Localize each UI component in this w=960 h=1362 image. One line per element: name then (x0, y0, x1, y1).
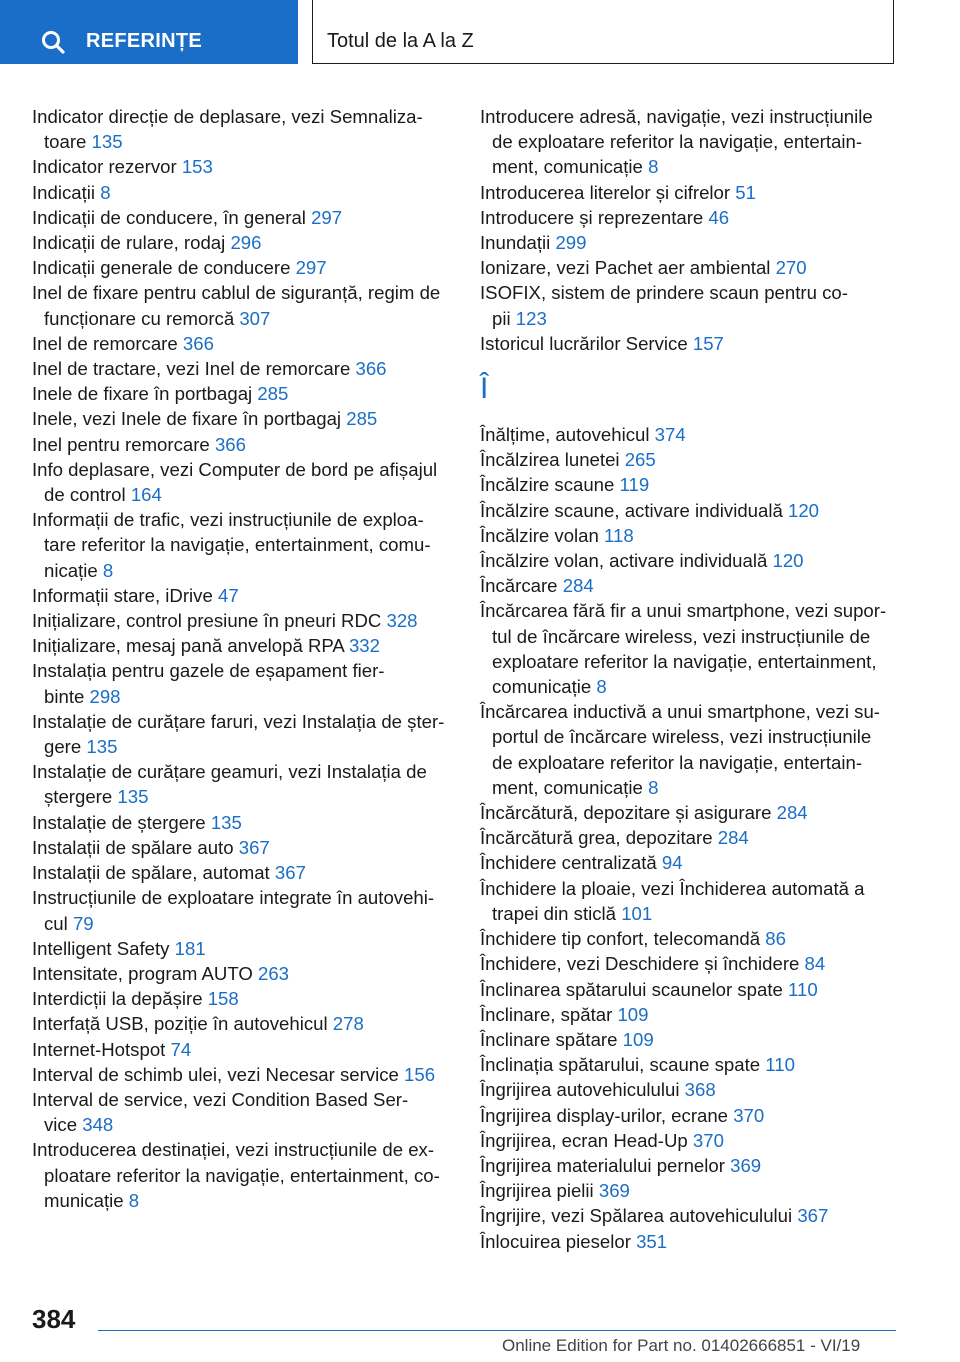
page-reference-link[interactable]: 374 (654, 424, 686, 446)
index-entry-text: Înclinarea spătarului scaunelor spate (480, 978, 789, 1000)
page-reference-link[interactable]: 285 (257, 383, 289, 405)
index-entry-line (32, 812, 242, 833)
index-entry-text: ment, comunicație (492, 156, 649, 178)
index-entry-text: Închidere centralizată (480, 852, 662, 874)
index-entry-text: exploatare referitor la navigație, entertainment, (492, 650, 877, 672)
index-entry (480, 422, 900, 447)
index-entry-line (32, 585, 239, 606)
index-entry (32, 608, 452, 633)
index-entry-text: nicație (44, 559, 103, 581)
page-reference-link[interactable]: 8 (128, 1189, 140, 1211)
page-reference-link[interactable]: 46 (708, 206, 730, 228)
index-entry-text: Încărcarea inductivă a unui smartphone, vezi su- (480, 701, 880, 723)
page-reference-link[interactable]: 156 (404, 1063, 436, 1085)
index-entry (32, 986, 452, 1011)
index-entry-text: gere (44, 736, 87, 758)
page-reference-link[interactable]: 8 (648, 776, 659, 798)
index-entry-text: Îngrijirea autovehiculului (480, 1079, 685, 1101)
page-reference-link[interactable]: 135 (91, 131, 123, 153)
index-entry (32, 1037, 452, 1062)
index-column-right (480, 104, 900, 1254)
index-entry (32, 280, 452, 330)
page-number: 384 (32, 1304, 76, 1334)
index-entry-line (32, 1039, 191, 1060)
index-entry-text: Interfață USB, poziție în autovehicul (32, 1013, 333, 1035)
index-entry-line (480, 1079, 716, 1100)
index-entry-text: binte (44, 685, 90, 707)
index-entry-line (32, 784, 452, 809)
index-entry-text: Încălzire scaune, activare individuală (480, 499, 788, 521)
index-entry-line (32, 408, 377, 429)
page-reference-link[interactable]: 74 (170, 1038, 192, 1060)
index-entry-text: vice (44, 1114, 83, 1136)
index-entry-text: Încărcătură, depozitare și asigurare (480, 802, 777, 824)
index-entry-text: Indicator rezervor (32, 156, 182, 178)
page-reference-link[interactable]: 348 (82, 1114, 114, 1136)
index-entry-text: Instrucțiunile de exploatare integrate în autovehi- (32, 887, 435, 909)
index-entry-text: Instalație de curățare faruri, vezi Instalația de șter- (32, 710, 445, 732)
index-entry-text: Încălzire volan (480, 524, 605, 546)
index-entry-line (32, 129, 452, 154)
index-entry-text: Ionizare, vezi Pachet aer ambiental (480, 257, 776, 279)
index-entry-line (32, 333, 214, 354)
index-entry (32, 457, 452, 507)
index-entry-line (480, 306, 900, 331)
index-entry-text: Încărcarea fără fir a unui smartphone, vezi supor- (480, 600, 887, 622)
page-reference-link[interactable]: 369 (598, 1180, 630, 1202)
index-entry-line (32, 156, 213, 177)
index-entry (480, 1128, 900, 1153)
page-reference-link[interactable]: 351 (636, 1230, 668, 1252)
index-entry-text: Înlocuirea pieselor (480, 1230, 637, 1252)
page-reference-link[interactable]: 101 (621, 902, 653, 924)
index-entry-line (480, 449, 656, 470)
page-reference-link[interactable]: 285 (346, 408, 378, 430)
index-entry-text: Introducerea destinației, vezi instrucțiunile de ex- (32, 1139, 435, 1161)
index-entry-text: Indicații generale de conducere (32, 257, 296, 279)
index-entry-text: Închidere, vezi Deschidere și închidere (480, 953, 805, 975)
index-entry (480, 951, 900, 976)
index-entry-text: funcționare cu remorcă (44, 307, 240, 329)
page-reference-link[interactable]: 47 (217, 584, 239, 606)
index-entry-text: Instalații de spălare auto (32, 836, 239, 858)
index-entry-text: Înclinația spătarului, scaune spate (480, 1054, 766, 1076)
index-entry-text: de exploatare referitor la navigație, entertain- (492, 751, 863, 773)
index-entry (32, 104, 452, 154)
index-entry-text: Interval de schimb ulei, vezi Necesar service (32, 1063, 405, 1085)
index-entry-text: Inel de tractare, vezi Inel de remorcare (32, 358, 356, 380)
index-entry (32, 507, 452, 583)
page-reference-link[interactable]: 135 (210, 811, 242, 833)
index-entry (480, 104, 900, 180)
index-entry (32, 230, 452, 255)
index-entry-text: tare referitor la navigație, entertainment, comu- (44, 534, 431, 556)
index-entry (32, 1087, 452, 1137)
index-entry (32, 1137, 452, 1213)
index-entry-text: Instalație de ștergere (32, 811, 211, 833)
index-entry-line (480, 1180, 630, 1201)
index-entry (480, 926, 900, 951)
page-reference-link[interactable]: 367 (797, 1205, 829, 1227)
footer-divider (98, 1330, 896, 1331)
page-reference-link[interactable]: 265 (624, 449, 656, 471)
index-entry-line (32, 734, 452, 759)
index-entry-text: Îngrijirea, ecran Head-Up (480, 1129, 693, 1151)
index-entry (480, 230, 900, 255)
page-reference-link[interactable]: 367 (238, 836, 270, 858)
index-entry-text: Inițializare, control presiune în pneuri RDC (32, 610, 387, 632)
page-header (0, 0, 960, 66)
index-entry-text: Internet-Hotspot (32, 1038, 171, 1060)
index-entry (32, 810, 452, 835)
index-entry-line (480, 852, 683, 873)
page-reference-link[interactable]: 284 (776, 802, 808, 824)
index-entry-line (32, 1064, 435, 1085)
page-reference-link[interactable]: 328 (386, 610, 418, 632)
index-entry-line (480, 953, 825, 974)
index-entry (32, 885, 452, 935)
index-entry-text: Introducere adresă, navigație, vezi instrucțiunile (480, 106, 873, 127)
page-reference-link[interactable]: 135 (117, 786, 149, 808)
index-entry (32, 860, 452, 885)
index-entry-text: de control (44, 484, 131, 506)
index-entry (32, 936, 452, 961)
index-entry-line (32, 558, 452, 583)
page-reference-link[interactable]: 158 (207, 988, 239, 1010)
index-entry-line (32, 862, 306, 883)
index-entry-line (32, 963, 289, 984)
index-entry-line (32, 635, 380, 656)
index-entry (480, 1178, 900, 1203)
index-entry-text: Îngrijire, vezi Spălarea autovehiculului (480, 1205, 798, 1227)
index-entry (480, 1103, 900, 1128)
index-entry-text: Îngrijirea display-urilor, ecrane (480, 1104, 734, 1126)
page-reference-link[interactable]: 270 (775, 257, 807, 279)
index-entry (32, 205, 452, 230)
page-reference-link[interactable]: 368 (684, 1079, 716, 1101)
page-reference-link[interactable]: 299 (555, 232, 587, 254)
index-entry-text: Îngrijirea materialului pernelor (480, 1154, 731, 1176)
index-entry-line (32, 207, 342, 228)
index-entry (480, 523, 900, 548)
page-reference-link[interactable]: 8 (100, 181, 111, 203)
index-entry-line (32, 1013, 364, 1034)
index-entry (480, 472, 900, 497)
index-entry-text: Încărcare (480, 575, 563, 597)
index-entry (32, 406, 452, 431)
index-entry-text: Închidere tip confort, telecomandă (480, 928, 766, 950)
index-entry-text: Închidere la ploaie, vezi Închiderea automată a (480, 877, 865, 899)
index-entry-line (480, 901, 900, 926)
page-reference-link[interactable]: 118 (604, 524, 634, 546)
index-entry (480, 825, 900, 850)
page-reference-link[interactable]: 8 (102, 559, 114, 581)
page-reference-link[interactable]: 79 (72, 912, 94, 934)
page-reference-link[interactable]: 366 (182, 332, 214, 354)
page-reference-link[interactable]: 278 (332, 1013, 364, 1035)
index-entry-line (480, 232, 587, 253)
index-entry-line (32, 837, 270, 858)
index-entry-line (480, 575, 594, 596)
page-reference-link[interactable]: 284 (717, 827, 749, 849)
section-letter: Î (480, 372, 489, 406)
index-entry-line (480, 525, 634, 546)
index-entry (32, 356, 452, 381)
index-entry (480, 498, 900, 523)
page-reference-link[interactable]: 370 (692, 1129, 724, 1151)
index-entry-line (480, 827, 749, 848)
index-entry-text: pii (492, 307, 516, 329)
index-entry-line (480, 1155, 761, 1176)
index-entry-line (480, 182, 756, 203)
index-entry (480, 699, 900, 800)
index-entry-text: Interdicții la depășire (32, 988, 208, 1010)
page-reference-link[interactable]: 369 (730, 1154, 762, 1176)
index-entry (480, 255, 900, 280)
index-entry-text: Încălzire scaune (480, 474, 620, 496)
index-entry-line (480, 674, 900, 699)
index-entry-text: ploatare referitor la navigație, entertainment, co- (44, 1164, 440, 1186)
index-entry (480, 331, 900, 356)
page-reference-link[interactable]: 51 (735, 181, 756, 203)
index-entry-text: Încărcătură grea, depozitare (480, 827, 718, 849)
index-entry-text: Indicații de rulare, rodaj (32, 232, 231, 254)
tab-references[interactable] (0, 0, 298, 64)
index-entry-line (32, 911, 452, 936)
index-entry (32, 759, 452, 809)
index-entry-line (32, 1112, 452, 1137)
index-entry-text: Înclinare, spătar (480, 1003, 618, 1025)
page-reference-link[interactable]: 164 (130, 484, 162, 506)
index-entry-line (480, 979, 818, 1000)
index-entry (480, 876, 900, 926)
page-reference-link[interactable]: 297 (311, 206, 343, 228)
index-entry (32, 331, 452, 356)
page-reference-link[interactable]: 110 (788, 978, 818, 1000)
index-entry (32, 835, 452, 860)
page-reference-link[interactable]: 366 (355, 358, 387, 380)
index-entry (32, 255, 452, 280)
index-entry (480, 1052, 900, 1077)
index-entry-text: Istoricul lucrărilor Service (480, 332, 693, 354)
page-reference-link[interactable]: 86 (765, 928, 786, 950)
page-reference-link[interactable]: 307 (239, 307, 271, 329)
index-entry-text: Informații de trafic, vezi instrucțiunile de exploa- (32, 509, 424, 531)
page-reference-link[interactable]: 84 (804, 953, 826, 975)
index-entry-text: Indicații de conducere, în general (32, 206, 312, 228)
index-entry-text: Intensitate, program AUTO (32, 962, 258, 984)
index-entry (480, 598, 900, 699)
index-entry (480, 1002, 900, 1027)
index-entry-line (32, 610, 418, 631)
index-entry (32, 1011, 452, 1036)
page-reference-link[interactable]: 367 (274, 862, 306, 884)
index-entry (32, 381, 452, 406)
index-entry (32, 658, 452, 708)
breadcrumb[interactable] (312, 0, 894, 64)
index-entry-line (480, 1105, 764, 1126)
index-entry (480, 447, 900, 472)
index-entry (480, 573, 900, 598)
index-entry-line (480, 802, 808, 823)
index-entry-text: Introducerea literelor și cifrelor (480, 181, 736, 203)
page-reference-link[interactable]: 298 (89, 685, 121, 707)
page-reference-link[interactable]: 263 (258, 962, 290, 984)
page-reference-link[interactable]: 8 (648, 156, 659, 178)
index-entry-line (32, 482, 452, 507)
index-entry-line (480, 154, 900, 179)
index-entry-text: Îngrijirea pielii (480, 1180, 599, 1202)
index-entry (32, 432, 452, 457)
index-entry-text: Info deplasare, vezi Computer de bord pe afișajul (32, 458, 438, 480)
index-entry-text: Interval de service, vezi Condition Based Ser- (32, 1088, 409, 1110)
page-reference-link[interactable]: 296 (230, 232, 262, 254)
index-entry-text: tul de încărcare wireless, vezi instrucțiunile de (492, 625, 871, 647)
index-entry (480, 1027, 900, 1052)
page-reference-link[interactable]: 109 (622, 1028, 654, 1050)
page-reference-link[interactable]: 181 (174, 937, 206, 959)
index-entry-line (480, 550, 804, 571)
page-reference-link[interactable]: 297 (295, 257, 327, 279)
index-entry-line (480, 424, 686, 445)
index-entry-text: Instalația pentru gazele de eșapament fier- (32, 660, 385, 682)
index-entry-line (480, 257, 807, 278)
page-reference-link[interactable]: 366 (214, 433, 246, 455)
breadcrumb-label: Totul de la A la Z (327, 30, 474, 52)
page-reference-link[interactable]: 284 (562, 575, 594, 597)
index-entry (480, 180, 900, 205)
index-entry (480, 205, 900, 230)
index-entry-line (480, 500, 819, 521)
index-entry-text: Intelligent Safety (32, 937, 175, 959)
index-entry-text: comunicație (492, 676, 597, 698)
index-entry-text: ștergere (44, 786, 118, 808)
index-entry (32, 633, 452, 658)
index-entry-text: Inițializare, mesaj pană anvelopă RPA (32, 635, 349, 657)
page-reference-link[interactable]: 370 (733, 1104, 765, 1126)
index-entry-text: Înclinare spătare (480, 1028, 623, 1050)
index-entry-text: municație (44, 1189, 129, 1211)
page-reference-link[interactable]: 123 (515, 307, 547, 329)
index-group-i-circumflex (480, 422, 900, 1254)
index-entry-line (480, 1130, 724, 1151)
index-entry (480, 1153, 900, 1178)
index-entry-line (480, 474, 649, 495)
index-entry (480, 1077, 900, 1102)
tab-references-label: REFERINȚE (86, 30, 203, 52)
index-entry (32, 709, 452, 759)
index-entry-line (32, 358, 387, 379)
index-entry-text: Încălzirea lunetei (480, 449, 625, 471)
index-entry-line (480, 1205, 828, 1226)
index-entry-text: Inel de remorcare (32, 332, 183, 354)
index-entry (480, 1203, 900, 1228)
search-icon (40, 29, 66, 55)
index-entry-line (480, 1029, 654, 1050)
page-reference-link[interactable]: 120 (788, 499, 820, 521)
index-entry (32, 1062, 452, 1087)
page-reference-link[interactable]: 8 (596, 676, 607, 698)
index-entry-line (32, 938, 206, 959)
index-entry-text: ment, comunicație (492, 776, 649, 798)
page-reference-link[interactable]: 135 (86, 736, 118, 758)
index-entry (480, 800, 900, 825)
index-entry-line (32, 988, 239, 1009)
index-entry-text: Încălzire volan, activare individuală (480, 550, 773, 572)
page-reference-link[interactable]: 153 (181, 156, 213, 178)
index-entry (32, 154, 452, 179)
page-reference-link[interactable]: 109 (617, 1003, 649, 1025)
index-entry-line (32, 383, 288, 404)
index-entry-text: Indicator direcție de deplasare, vezi Semnaliza- (32, 106, 423, 127)
page-reference-link[interactable]: 110 (765, 1054, 795, 1076)
index-entry-line (480, 928, 786, 949)
index-entry-text: Inele de fixare în portbagaj (32, 383, 258, 405)
index-entry-text: cul (44, 912, 73, 934)
index-entry-text: Inele, vezi Inele de fixare în portbagaj (32, 408, 347, 430)
index-entry-text: trapei din sticlă (492, 902, 622, 924)
index-entry-text: Inel de fixare pentru cablul de siguranță, regim de (32, 282, 441, 304)
index-entry (480, 280, 900, 330)
index-entry-text: Indicații (32, 181, 101, 203)
page-reference-link[interactable]: 94 (661, 852, 683, 874)
page-reference-link[interactable]: 119 (619, 474, 650, 496)
index-entry (480, 1229, 900, 1254)
index-entry-line (480, 1231, 667, 1252)
index-entry-line (32, 684, 452, 709)
index-entry-text: portul de încărcare wireless, vezi instrucțiunile (492, 726, 872, 748)
index-entry (32, 180, 452, 205)
index-entry (32, 583, 452, 608)
index-entry-line (32, 257, 327, 278)
index-entry-text: toare (44, 131, 92, 153)
footer-edition-text: Online Edition for Part no. 01402666851 - VI/19 (502, 1336, 861, 1355)
index-entry (32, 961, 452, 986)
index-entry-line (32, 1188, 452, 1213)
page-reference-link[interactable]: 120 (772, 550, 804, 572)
index-entry-text: Instalații de spălare, automat (32, 862, 275, 884)
index-entry-line (480, 333, 724, 354)
index-entry (480, 850, 900, 875)
index-entry-line (480, 775, 900, 800)
index-group-i (480, 104, 900, 356)
index-entry-text: Inundații (480, 232, 556, 254)
footer-edition (502, 1336, 860, 1356)
index-entry-text: Înălțime, autovehicul (480, 424, 655, 446)
index-entry-line (32, 434, 246, 455)
page-reference-link[interactable]: 332 (348, 635, 380, 657)
index-entry-line (32, 232, 261, 253)
index-entry-line (480, 1054, 795, 1075)
index-column-left (32, 104, 452, 1213)
index-entry-text: Informații stare, iDrive (32, 584, 218, 606)
index-entry (480, 548, 900, 573)
index-entry-line (32, 306, 452, 331)
index-entry-line (480, 1004, 649, 1025)
index-entry-text: Instalație de curățare geamuri, vezi Instalația de (32, 761, 427, 783)
index-entry (480, 977, 900, 1002)
index-entry-text: Inel pentru remorcare (32, 433, 215, 455)
index-entry-text: Introducere și reprezentare (480, 206, 709, 228)
index-entry-line (32, 182, 111, 203)
index-entry-text: de exploatare referitor la navigație, entertain- (492, 131, 863, 153)
index-entry-line (480, 207, 729, 228)
page-reference-link[interactable]: 157 (692, 332, 724, 354)
index-entry-text: ISOFIX, sistem de prindere scaun pentru co- (480, 282, 848, 304)
